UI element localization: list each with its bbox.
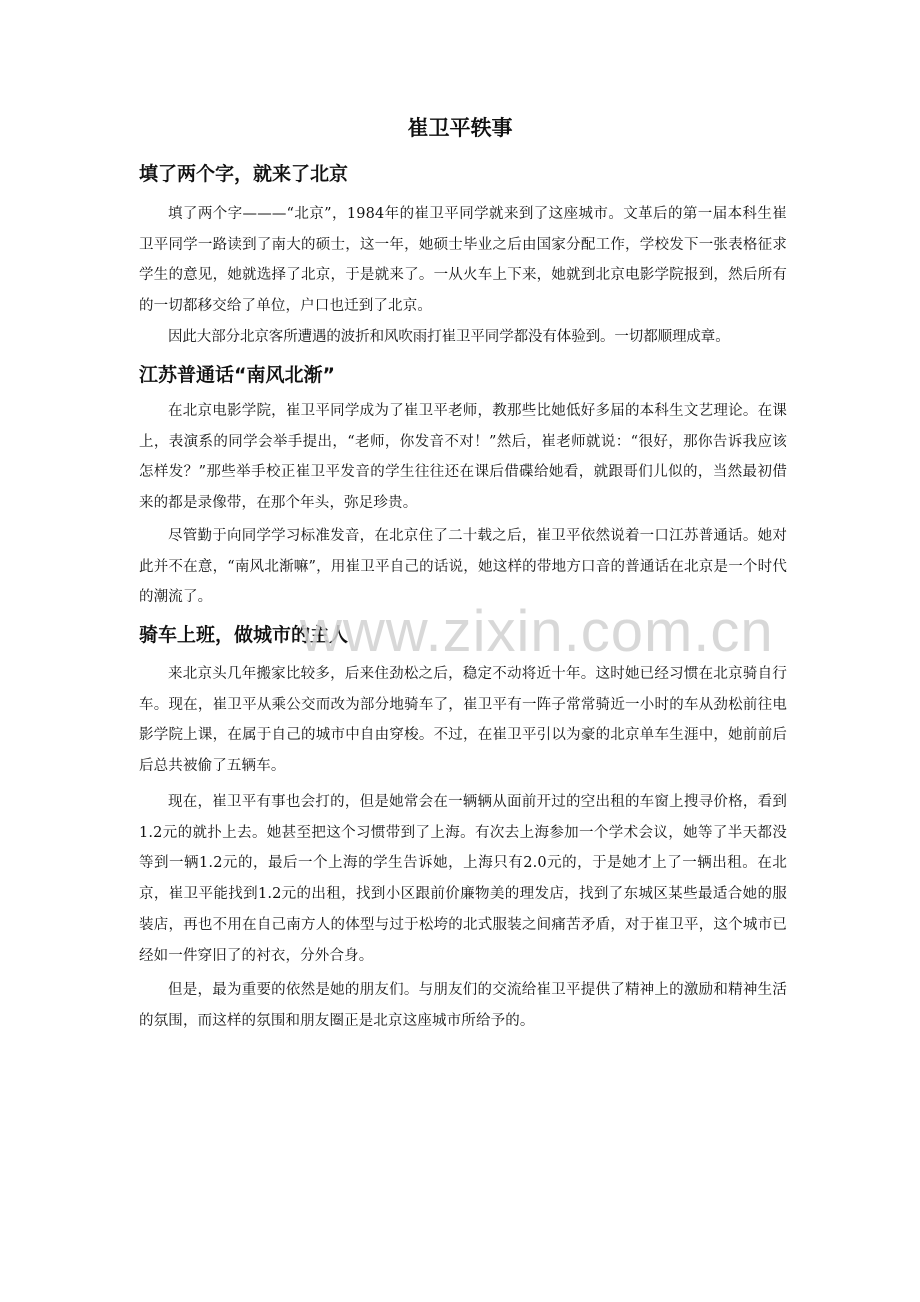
section-heading-2: 江苏普通话“南风北渐”	[139, 364, 335, 386]
paragraph-1-2: 因此大部分北京客所遭遇的波折和风吹雨打崔卫平同学都没有体验到。一切都顺理成章。	[168, 329, 730, 345]
paragraph-2-1: 在北京电影学院，崔卫平同学成为了崔卫平老师，教那些比她低好多届的本科生文艺理论。在课上，表演系的同学会举手提出，“老师，你发音不对！”然后，崔老师就说：“很好，那你告诉我应该怎样发？”那些举手校正崔卫平发音的学生往往还在课后借碟给她看，就跟哥们儿似的，当然最初借来的都是录像带，在那个年头，弥足珍贵。	[139, 403, 787, 512]
document-title: 崔卫平轶事	[407, 116, 513, 140]
section-heading-3: 骑车上班，做城市的主人	[139, 624, 349, 646]
watermark: www.zixin.com.cn	[300, 599, 774, 664]
paragraph-2-2: 尽管勤于向同学学习标准发音，在北京住了二十载之后，崔卫平依然说着一口江苏普通话。她对此并不在意，“南风北渐嘛”，用崔卫平自己的话说，她这样的带地方口音的普通话在北京是一个时代的潮流了。	[139, 528, 787, 606]
section-heading-1: 填了两个字，就来了北京	[139, 163, 349, 185]
paragraph-3-2: 现在，崔卫平有事也会打的，但是她常会在一辆辆从面前开过的空出租的车窗上搜寻价格，看到1.2元的就扑上去。她甚至把这个习惯带到了上海。有次去上海参加一个学术会议，她等了半天都没等到一辆1.2元的，最后一个上海的学生告诉她，上海只有2.0元的，于是她才上了一辆出租。在北京，崔卫平能找到1.2元的出租，找到小区跟前价廉物美的理发店，找到了东城区某些最适合她的服装店，再也不用在自己南方人的体型与过于松垮的北式服装之间痛苦矛盾，对于崔卫平，这个城市已经如一件穿旧了的衬衣，分外合身。	[139, 794, 787, 964]
paragraph-1-1: 填了两个字———“北京”，1984年的崔卫平同学就来到了这座城市。文革后的第一届本科生崔卫平同学一路读到了南大的硕士，这一年，她硕士毕业之后由国家分配工作，学校发下一张表格征求学生的意见，她就选择了北京，于是就来了。一从火车上下来，她就到北京电影学院报到，然后所有的一切都移交给了单位，户口也迁到了北京。	[139, 206, 787, 315]
paragraph-3-1: 来北京头几年搬家比较多，后来住劲松之后，稳定不动将近十年。这时她已经习惯在北京骑自行车。现在，崔卫平从乘公交而改为部分地骑车了，崔卫平有一阵子常常骑近一小时的车从劲松前往电影学院上课，在属于自己的城市中自由穿梭。不过，在崔卫平引以为豪的北京单车生涯中，她前前后后总共被偷了五辆车。	[139, 666, 787, 775]
paragraph-3-3: 但是，最为重要的依然是她的朋友们。与朋友们的交流给崔卫平提供了精神上的激励和精神生活的氛围，而这样的氛围和朋友圈正是北京这座城市所给予的。	[139, 982, 787, 1029]
